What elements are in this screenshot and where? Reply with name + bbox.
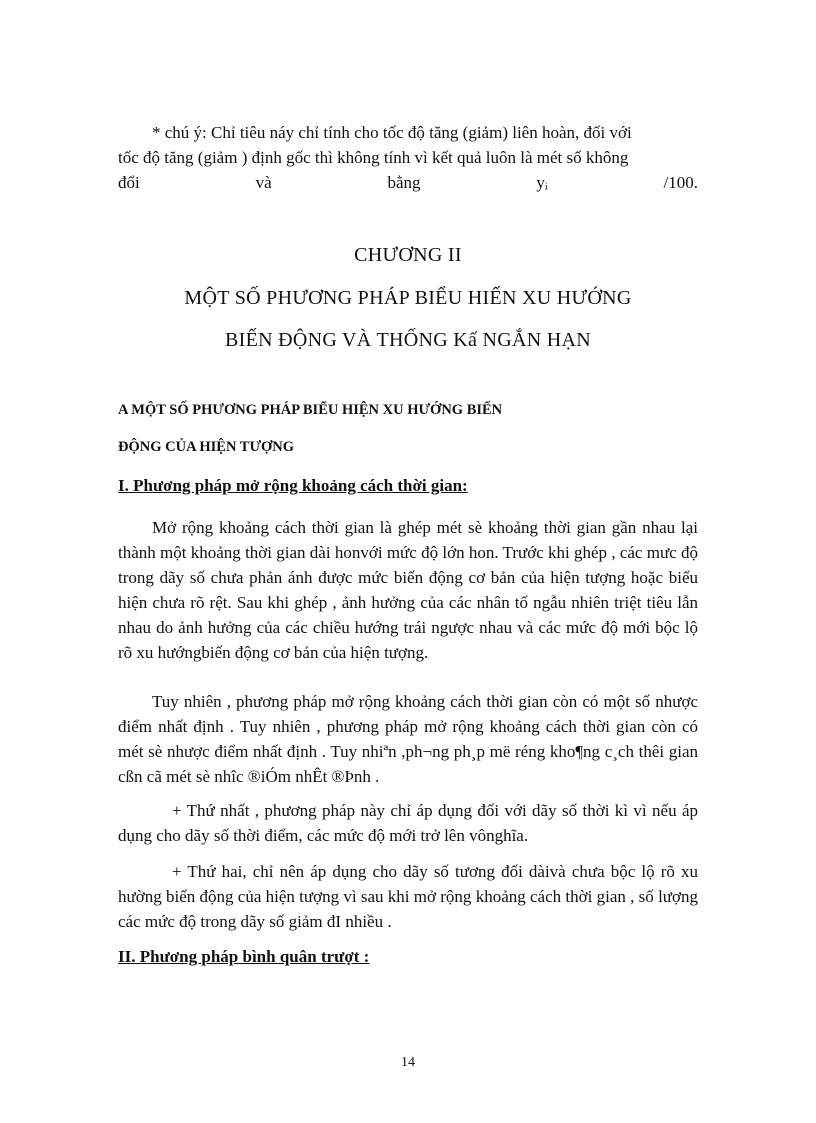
- paragraph-3: + Thứ nhất , phương pháp này chỉ áp dụng đối với dãy số thời kì vì nếu áp dụng cho dãy số thời điểm, các mức độ mới trở lên vônghĩa.: [118, 801, 698, 845]
- paragraph-4: + Thứ hai, chỉ nên áp dụng cho dãy số tương đối dàivà chưa bộc lộ rõ xu hường biến động của hiện tượng vì sau khi mở rộng khoảng cách thời gian , số lượng các mức độ trong dãy số giảm đI nhiều .: [118, 862, 698, 931]
- note-line-1: * chú ý: Chỉ tiêu náy chỉ tính cho tốc độ tăng (giảm) liên hoàn, đối với: [152, 123, 632, 142]
- chapter-title-line-2: BIẾN ĐỘNG VÀ THỐNG Kấ NGẮN HẠN: [224, 329, 591, 351]
- note-word: đổi: [118, 173, 140, 192]
- chapter-title-line-1: MỘT SỐ PHƯƠNG PHÁP BIỂU HIẾN XU HƯỚNG: [184, 287, 632, 309]
- paragraph-2: Tuy nhiên , phương pháp mở rộng khoảng cách thời gian còn có một số nhược điểm nhất định . Tuy nhiên , phương pháp mở rộng khoảng cách thời gian còn có mét sè nhược điểm nhất định . Tuy nhiªn ,ph¬ng ph¸p më réng kho¶ng c¸ch thêi gian cßn cã mét sè nhîc ®iÓm nhÊt ®Þnh .: [118, 692, 698, 786]
- note-line-2: tốc độ tăng (giảm ) định gốc thì không tính vì kết quả luôn là mét số không: [118, 148, 629, 167]
- page-number: 14: [401, 1055, 415, 1070]
- note-word: và: [255, 173, 272, 192]
- paragraph-1: Mở rộng khoảng cách thời gian là ghép mét sè khoảng thời gian gần nhau lại thành một khoảng thời gian dài honvới mức độ lớn hon. Trước khi ghép , các mưc độ trong dãy số chưa phản ánh được mức biến động cơ bản của hiện tượng hoặc biểu hiện chưa rõ rệt. Sau khi ghép , ảnh hưởng của các nhân tố ngẫu nhiên triệt tiêu lẫn nhau do ảnh hưởng của các chiều hướng trái ngược nhau và các mức độ mới bộc lộ rõ xu hướngbiến động cơ bản của hiện tượng.: [118, 518, 698, 662]
- note-word: bằng: [387, 173, 421, 192]
- note-line-3: [118, 170, 698, 195]
- heading-method-1: I. Phương pháp mở rộng khoảng cách thời gian:: [118, 476, 468, 495]
- note-word: /100.: [663, 173, 698, 192]
- note-word: yᵢ: [536, 173, 548, 192]
- section-a-line-1: A MỘT SỐ PHƯƠNG PHÁP BIỂU HIỆN XU HƯỚNG BIẾN: [118, 402, 503, 418]
- section-a-line-2: ĐỘNG CỦA HIỆN TƯỢNG: [118, 439, 295, 455]
- note-paragraph: [118, 120, 698, 170]
- heading-method-2: II. Phương pháp bình quân trượt :: [118, 947, 370, 966]
- chapter-number: CHƯƠNG II: [354, 244, 462, 266]
